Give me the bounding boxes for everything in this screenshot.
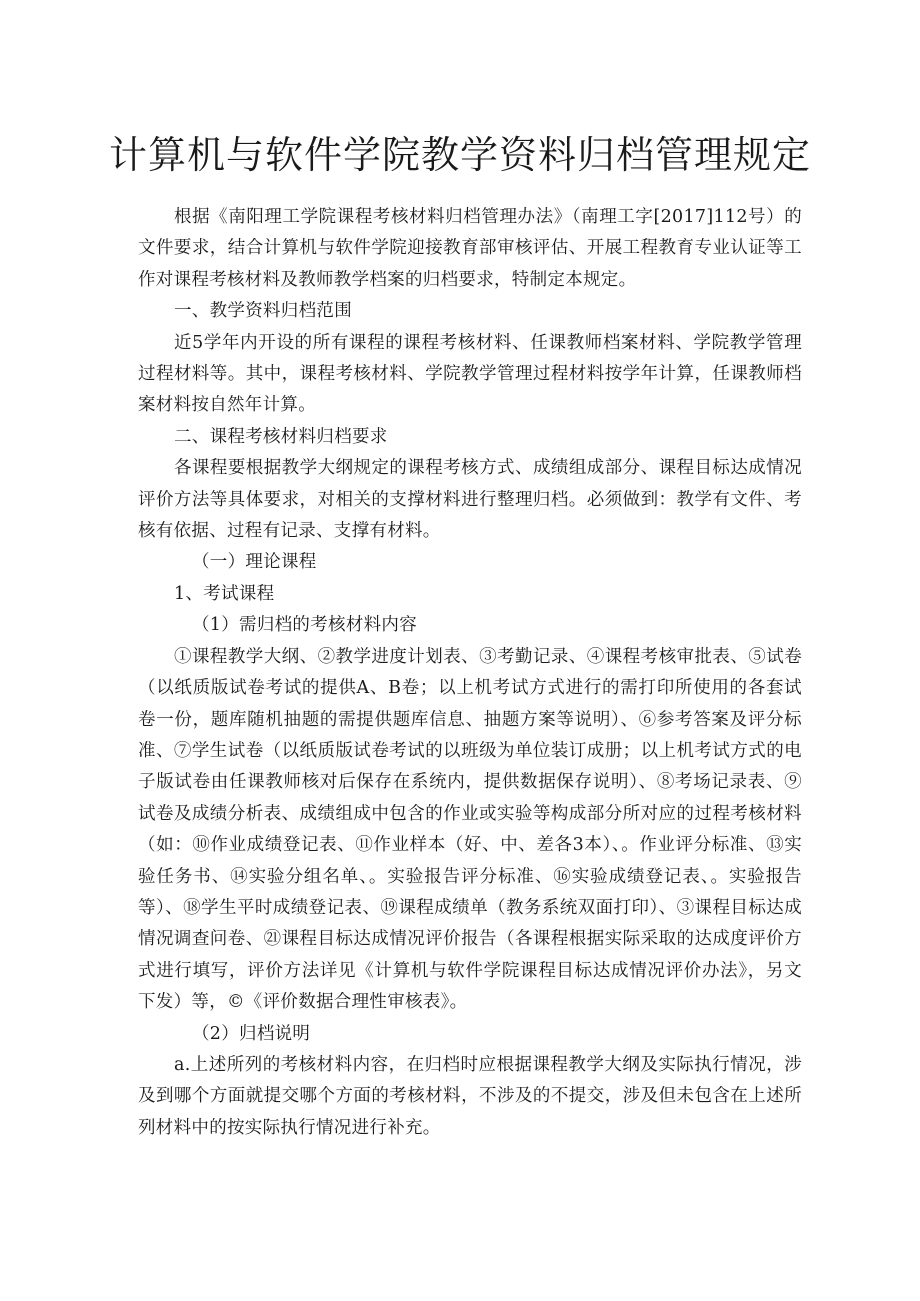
intro-paragraph: 根据《南阳理工学院课程考核材料归档管理办法》（南理工字[2017]112号）的文件要求，结合计算机与软件学院迎接教育部审核评估、开展工程教育专业认证等工作对课程考核材料及教师教学档案的归档要求，特制定本规定。 xyxy=(138,207,802,290)
item-archive-content-heading: （1）需归档的考核材料内容 xyxy=(192,615,418,636)
section-2-heading: 二、课程考核材料归档要求 xyxy=(174,426,388,447)
section-2-body: 各课程要根据教学大纲规定的课程考核方式、成绩组成部分、课程目标达成情况评价方法等具体要求，对相关的支撑材料进行整理归档。必须做到：教学有文件、考核有依据、过程有记录、支撑有材料。 xyxy=(138,458,802,542)
item-archive-content-body: ①课程教学大纲、②教学进度计划表、③考勤记录、④课程考核审批表、⑤试卷（以纸质版试卷考试的提供A、B卷；以上机考试方式进行的需打印所使用的各套试卷一份，题库随机抽题的需提供题库信息、抽题方案等说明）、⑥参考答案及评分标准、⑦学生试卷（以纸质版试卷考试的以班级为单位装订成册；以上机考试方式的电子版试卷由任课教师核对后保存在系统内，提供数据保存说明）、⑧考场记录表、⑨试卷及成绩分析表、成绩组成中包含的作业或实验等构成部分所对应的过程考核材料（如：⑩作业成绩登记表、⑪作业样本（好、中、差各3本）、。作业评分标准、⑬实验任务书、⑭实验分组名单、。实验报告评分标准、⑯实验成绩登记表、。实验报告等）、⑱学生平时成绩登记表、⑲课程成绩单（教务系统双面打印）、③课程目标达成情况调查问卷、㉑课程目标达成情况评价报告（各课程根据实际采取的达成度评价方式进行填写，评价方法详见《计算机与软件学院课程目标达成情况评价办法》，另文下发）等，©《评价数据合理性审核表》。 xyxy=(138,646,802,1013)
document-title: 计算机与软件学院教学资料归档管理规定 xyxy=(108,133,811,177)
item-exam-course-heading: 1、考试课程 xyxy=(174,583,275,604)
item-archive-notes-body: a.上述所列的考核材料内容，在归档时应根据课程教学大纲及实际执行情况，涉及到哪个方面就提交哪个方面的考核材料，不涉及的不提交，涉及但未包含在上述所列材料中的按实际执行情况进行补充。 xyxy=(138,1054,802,1138)
item-archive-notes-heading: （2）归档说明 xyxy=(192,1023,311,1044)
section-1-body: 近5学年内开设的所有课程的课程考核材料、任课教师档案材料、学院教学管理过程材料等。其中，课程考核材料、学院教学管理过程材料按学年计算，任课教师档案材料按自然年计算。 xyxy=(138,332,802,416)
document-body xyxy=(138,202,802,1144)
section-1-heading: 一、教学资料归档范围 xyxy=(174,301,352,322)
subsection-theory-heading: （一）理论课程 xyxy=(192,552,317,573)
